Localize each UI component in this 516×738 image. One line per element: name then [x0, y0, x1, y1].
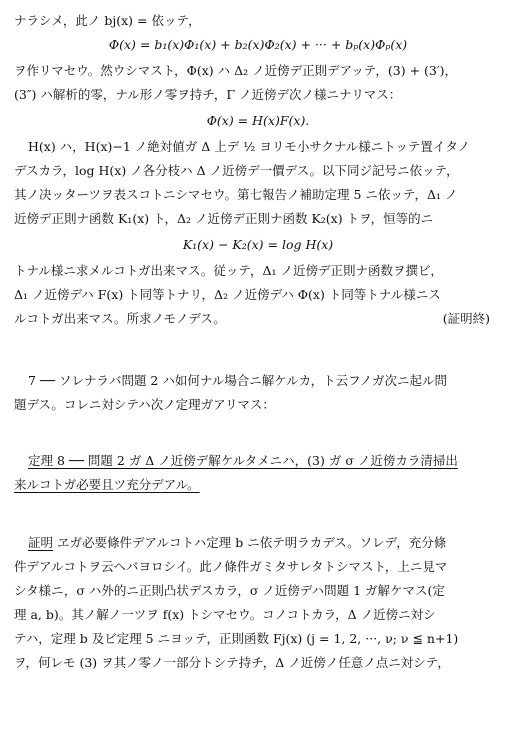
text-line: 近傍デ正則ナ函数 K₁(x) ト，Δ₂ ノ近傍デ正則ナ函数 K₂(x) トヲ，恒等的ニ	[14, 211, 434, 226]
proof-b-line: 件デアルコトヲ云ヘバヨロシイ。此ノ條件ガミタサレタトシマスト，上ニ見マ	[14, 559, 448, 574]
theorem-text: 来ルコトガ必要且ツ充分デアル。	[14, 477, 200, 492]
text-line: 其ノ决ッターツヲ表スコトニシマセウ。第七報告ノ補助定理 5 ニ依ッテ，Δ₁ ノ	[14, 187, 458, 202]
text-line: トナル様ニ求メルコトガ出来マス。従ッテ，Δ₁ ノ近傍デ正則ナ函数ヲ撰ビ，	[14, 263, 443, 278]
proof-b-line	[28, 534, 504, 552]
proof-label: 証明	[28, 535, 54, 550]
proof-b-line: 理 a, b)。其ノ解ノ一ツヲ f(x) トシマセウ。コノコトカラ，Δ ノ近傍ニ対シ	[14, 607, 436, 622]
proof-b-line: テハ，定理 b 及ビ定理 5 ニヨッテ，正則函数 Fj(x) (j = 1, 2, ···, ν; ν ≦ n+1)	[14, 631, 459, 646]
proof-b-line: ヲ，何レモ (3) ヲ其ノ零ノ一部分トシテ持チ，Δ ノ近傍ノ任意ノ点ニ対シテ，	[14, 655, 450, 670]
theorem-8-line	[14, 476, 504, 494]
formula-phi-product: Φ(x) = H(x)F(x).	[206, 113, 310, 128]
text-line: ナラシメ，此ノ bj(x) = 依ッテ，	[14, 13, 201, 28]
theorem-8-line	[28, 452, 504, 470]
text-line: (3″) ハ解析的零，ナル形ノ零ヲ持チ，Γ ノ近傍デ次ノ様ニナリマス：	[14, 87, 402, 102]
section-7-line: 7 ── ソレナラバ問題 2 ハ如何ナル場合ニ解ケルカ，ト云フノガ次ニ起ル問	[28, 373, 447, 388]
text-line: ヲ作リマセウ。然ウシマスト，Φ(x) ハ Δ₂ ノ近傍デ正則デアッテ，(3) + (3′)，	[14, 63, 458, 78]
theorem-label: 定理 8	[28, 453, 65, 468]
text-line-last	[14, 310, 504, 328]
proof-text: ヱガ必要條件デアルコトハ定理 b ニ依テ明ラカデス。ソレデ，充分條	[53, 535, 447, 550]
proof-end-mark: (証明終)	[442, 311, 490, 326]
text-span: ルコトガ出来マス。所求ノモノデス。	[14, 311, 226, 326]
theorem-text: ── 問題 2 ガ Δ ノ近傍デ解ケルタメニハ，(3) ガ σ ノ近傍カラ清掃出	[64, 453, 458, 468]
text-line: Δ₁ ノ近傍デハ F(x) ト同等トナリ，Δ₂ ノ近傍デハ Φ(x) ト同等トナル様ニス	[14, 287, 441, 302]
text-line: デスカラ，log H(x) ノ各分枝ハ Δ ノ近傍デ一價デス。以下同ジ記号ニ依ッテ，	[14, 163, 459, 178]
formula-log-h: K₁(x) − K₂(x) = log H(x)	[182, 237, 334, 252]
section-7-line: 題デス。コレニ対シテハ次ノ定理ガアリマス：	[14, 397, 275, 412]
formula-phi-expansion: Φ(x) = b₁(x)Φ₁(x) + b₂(x)Φ₂(x) + ··· + bₚ(x)Φₚ(x)	[108, 37, 408, 52]
text-line: H(x) ハ，H(x)−1 ノ絶対値ガ Δ 上デ ½ ヨリモ小サクナル様ニトッテ置イタノ	[28, 139, 470, 154]
proof-b-line: シタ様ニ，σ ハ外的ニ正則凸状デスカラ，σ ノ近傍デハ問題 1 ガ解ケマス(定	[14, 583, 445, 598]
